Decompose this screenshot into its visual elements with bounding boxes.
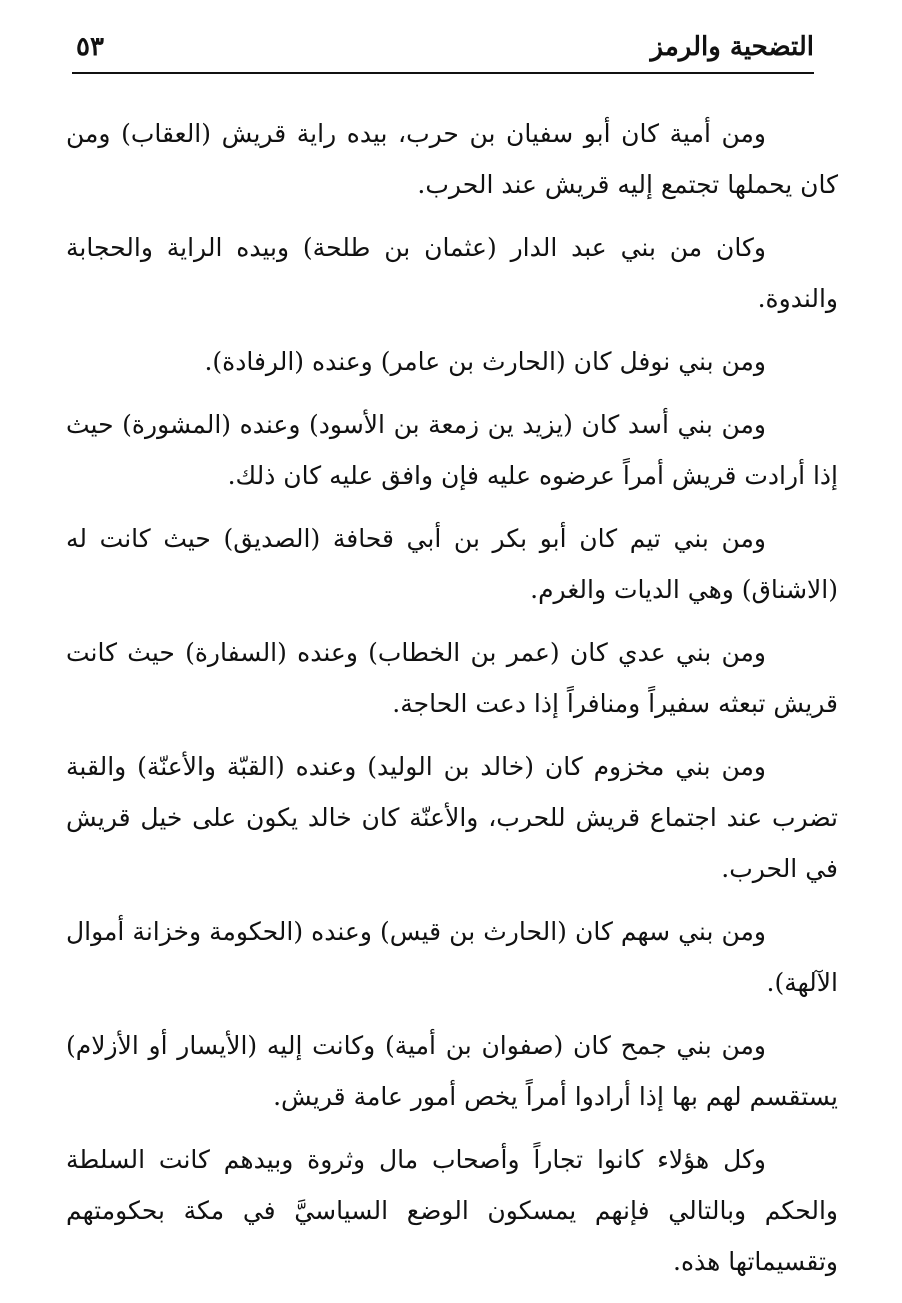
page-number: ٥٣ <box>76 32 104 62</box>
paragraph-sahm: ومن بني سهم كان (الحارث بن قيس) وعنده (الحكومة وخزانة أموال الآلهة). <box>66 917 838 997</box>
paragraph-makhzum: ومن بني مخزوم كان (خالد بن الوليد) وعنده (القبّة والأعنّة) والقبة تضرب عند اجتماع قريش للحرب، والأعنّة كان خالد يكون على خيل قريش في الحرب. <box>66 752 838 883</box>
paragraph-jumah: ومن بني جمح كان (صفوان بن أمية) وكانت إليه (الأيسار أو الأزلام) يستقسم لهم بها إذا أرادوا أمراً يخص أمور عامة قريش. <box>66 1031 838 1111</box>
paragraph-adi: ومن بني عدي كان (عمر بن الخطاب) وعنده (السفارة) حيث كانت قريش تبعثه سفيراً ومنافراً إذا دعت الحاجة. <box>66 638 838 718</box>
paragraph-taym: ومن بني تيم كان أبو بكر بن أبي قحافة (الصديق) حيث كانت له (الاشناق) وهي الديات والغرم. <box>66 524 838 604</box>
body-text <box>66 108 838 1299</box>
paragraph-umayya: ومن أمية كان أبو سفيان بن حرب، بيده راية قريش (العقاب) ومن كان يحملها تجتمع إليه قريش عند الحرب. <box>66 119 838 199</box>
paragraph-abd-al-dar: وكان من بني عبد الدار (عثمان بن طلحة) وبيده الراية والحجابة والندوة. <box>66 233 838 313</box>
running-header-title: التضحية والرمز <box>650 32 814 62</box>
paragraph-conclusion: وكل هؤلاء كانوا تجاراً وأصحاب مال وثروة وبيدهم كانت السلطة والحكم وبالتالي فإنهم يمسكون الوضع السياسيَّ في مكة بحكومتهم وتقسيماتها هذه. <box>66 1145 838 1276</box>
running-header <box>72 26 814 70</box>
header-divider <box>72 72 814 74</box>
paragraph-asad: ومن بني أسد كان (يزيد ين زمعة بن الأسود) وعنده (المشورة) حيث إذا أرادت قريش أمراً عرضوه عليه فإن وافق عليه كان ذلك. <box>66 410 838 490</box>
paragraph-nawfal: ومن بني نوفل كان (الحارث بن عامر) وعنده (الرفادة). <box>204 347 766 376</box>
